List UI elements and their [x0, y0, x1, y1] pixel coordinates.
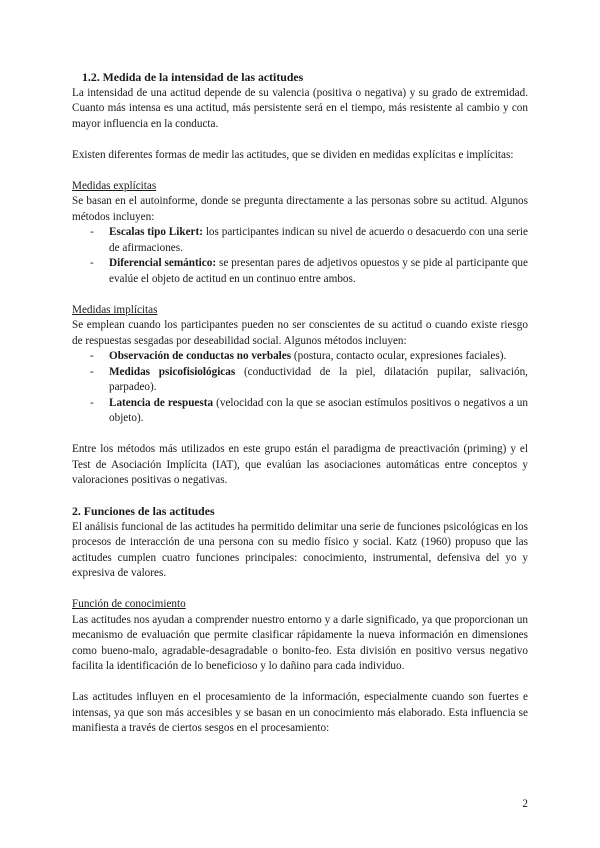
list-item — [72, 349, 528, 365]
dash-bullet: - — [90, 365, 94, 378]
implicit-methods-list — [72, 349, 528, 427]
list-item-text: los participantes indican su nivel de acuerdo o desacuerdo con una serie de afirmaciones. — [109, 226, 528, 254]
document-page — [72, 70, 528, 737]
subheading-knowledge: Función de conocimiento — [72, 598, 186, 610]
dash-bullet: - — [90, 226, 94, 238]
list-item — [72, 365, 528, 396]
list-item-term: Escalas tipo Likert: — [109, 226, 203, 238]
dash-bullet: - — [90, 396, 94, 409]
list-item-text: (velocidad con la que se asocian estímulos positivos o negativos a un objeto). — [109, 396, 528, 424]
list-item-text: (postura, contacto ocular, expresiones faciales). — [291, 350, 507, 362]
section-heading-1-2: 1.2. Medida de la intensidad de las actitudes — [82, 70, 304, 84]
list-item-term: Observación de conductas no verbales — [109, 350, 292, 362]
subheading-explicit: Medidas explícitas — [72, 179, 157, 192]
subheading-implicit: Medidas implícitas — [72, 303, 158, 316]
list-item — [72, 225, 528, 256]
paragraph-intensity: La intensidad de una actitud depende de su valencia (positiva o negativa) y su grado de extremidad. Cuanto más intensa es una actitud, más persistente será en el tiempo, más resistente al cambio y con mayor influencia en la conducta. — [72, 86, 528, 130]
paragraph-knowledge-2: Las actitudes influyen en el procesamiento de la información, especialmente cuando son fuertes e intensas, ya que son más accesibles y se basan en un conocimiento más elaborado. Esta influencia se manifiesta a través de ciertos sesgos en el procesamiento: — [72, 691, 528, 734]
paragraph-measures-intro: Existen diferentes formas de medir las actitudes, que se dividen en medidas explícitas e implícitas: — [72, 148, 514, 161]
paragraph-explicit-intro: Se basan en el autoinforme, donde se pregunta directamente a las personas sobre su actitud. Algunos métodos incluyen: — [72, 195, 528, 223]
dash-bullet: - — [90, 350, 94, 362]
paragraph-implicit-intro: Se emplean cuando los participantes pueden no ser conscientes de su actitud o cuando existe riesgo de respuestas sesgadas por deseabilidad social. Algunos métodos incluyen: — [72, 319, 528, 347]
paragraph-knowledge-1: Las actitudes nos ayudan a comprender nuestro entorno y a darle significado, ya que proporcionan un mecanismo de evaluación que permite clasificar rápidamente la nueva información en dimensiones como bueno-malo, agradable-desagradable o bonito-feo. Esta división en positivo versus negativo facilita la identificación de lo beneficioso y lo dañino para cada individuo. — [72, 613, 528, 672]
section-heading-2: 2. Funciones de las actitudes — [72, 504, 215, 518]
list-item-text: se presentan pares de adjetivos opuestos y se pide al participante que evalúe el objeto de actitud en un continuo entre ambos. — [109, 257, 528, 285]
list-item — [72, 396, 528, 427]
list-item — [72, 256, 528, 287]
dash-bullet: - — [90, 257, 94, 269]
list-item-term: Latencia de respuesta — [109, 396, 214, 409]
list-item-term: Diferencial semántico: — [109, 257, 217, 269]
list-item-text: (conductividad de la piel, dilatación pupilar, salivación, parpadeo). — [109, 365, 528, 393]
page-number: 2 — [522, 798, 528, 810]
explicit-methods-list — [72, 225, 528, 287]
list-item-term: Medidas psicofisiológicas — [109, 365, 236, 378]
paragraph-implicit-closing: Entre los métodos más utilizados en este grupo están el paradigma de preactivación (priming) y el Test de Asociación Implícita (IAT), que evalúan las asociaciones automáticas entre conceptos y valoraciones positivas o negativas. — [72, 443, 528, 486]
paragraph-functions: El análisis funcional de las actitudes ha permitido delimitar una serie de funciones psicológicas en los procesos de interacción de una persona con su medio físico y social. Katz (1960) propuso que las actitudes cumplen cuatro funciones principales: conocimiento, instrumental, defensiva del yo y expresiva de valores. — [72, 520, 528, 579]
